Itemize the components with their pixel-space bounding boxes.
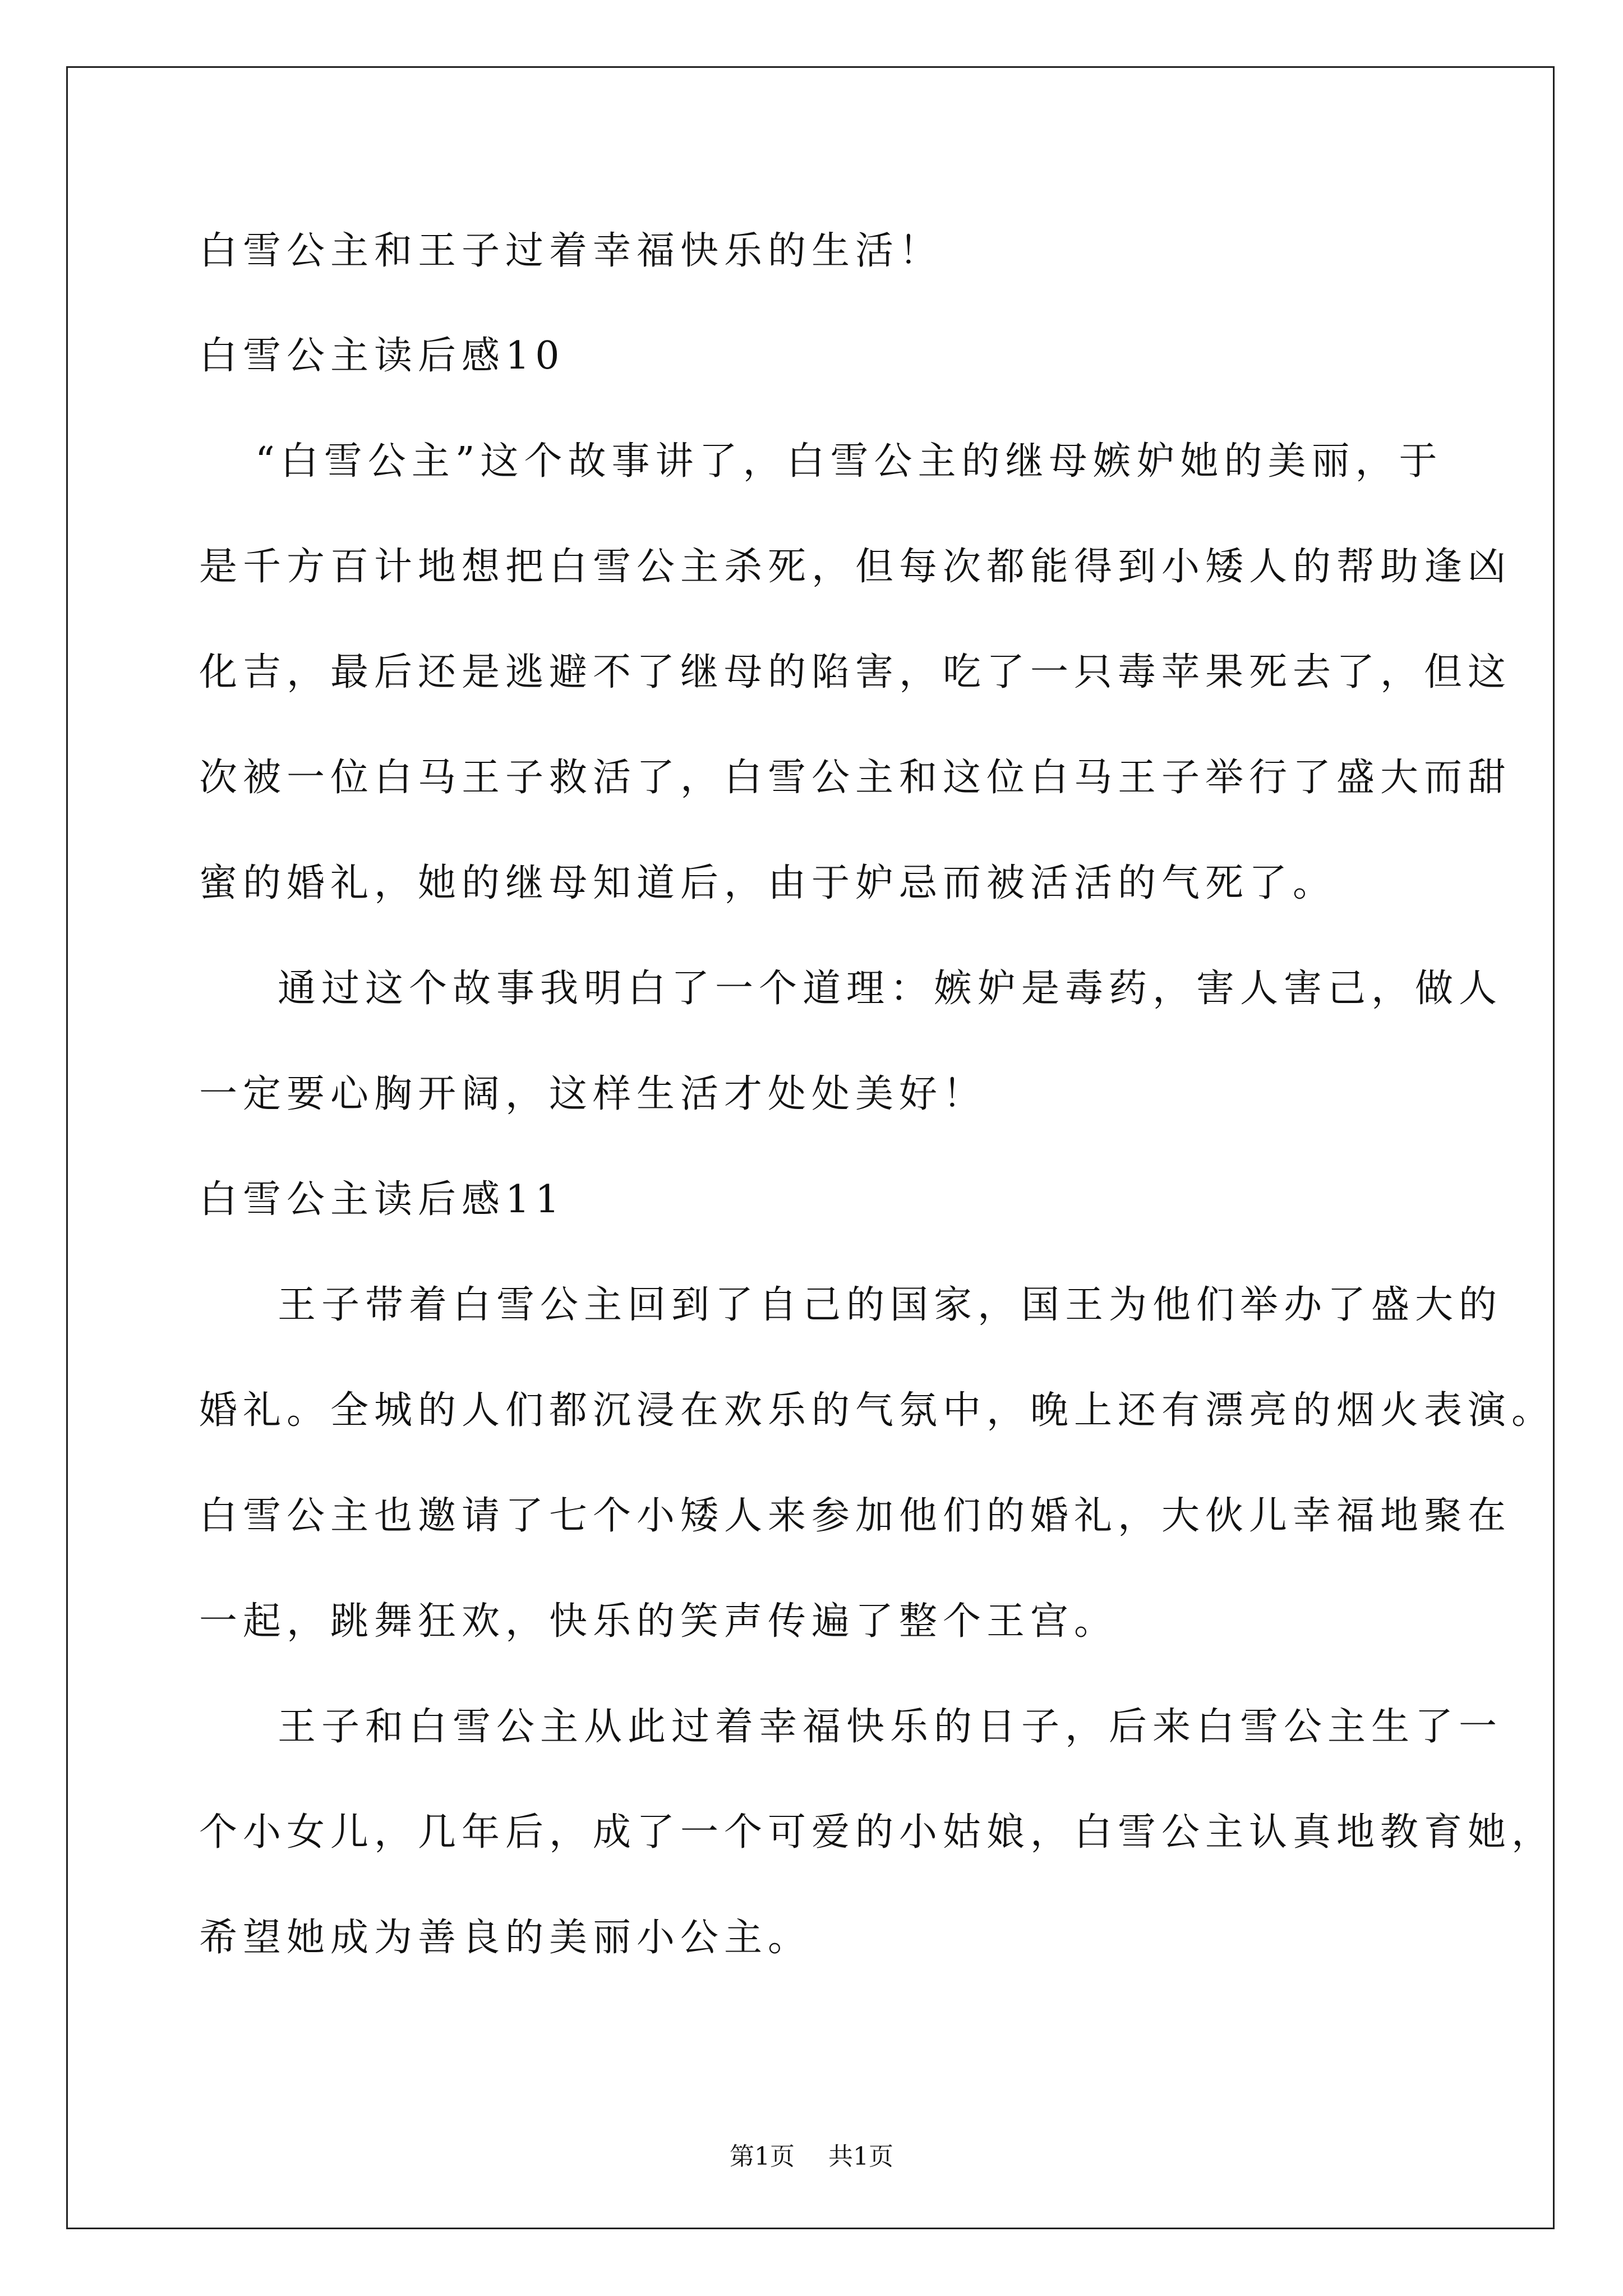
section-heading: 白雪公主读后感11 bbox=[199, 1177, 565, 1222]
paragraph-line: 化吉，最后还是逃避不了继母的陷害，吃了一只毒苹果死去了，但这 bbox=[199, 650, 1512, 694]
page-border bbox=[66, 66, 1555, 2229]
paragraph-line: 白雪公主和王子过着幸福快乐的生活！ bbox=[199, 229, 943, 273]
paragraph-line: 蜜的婚礼，她的继母知道后，由于妒忌而被活活的气死了。 bbox=[199, 861, 1337, 905]
page-number: 第1页 bbox=[730, 2142, 795, 2171]
paragraph-line: 王子和白雪公主从此过着幸福快乐的日子，后来白雪公主生了一 bbox=[278, 1705, 1503, 1749]
paragraph-line: 通过这个故事我明白了一个道理：嫉妒是毒药，害人害己，做人 bbox=[278, 967, 1503, 1011]
paragraph-line: “白雪公主”这个故事讲了，白雪公主的继母嫉妒她的美丽，于 bbox=[255, 439, 1443, 484]
page-total: 共1页 bbox=[828, 2142, 893, 2171]
paragraph-line: 王子带着白雪公主回到了自己的国家，国王为他们举办了盛大的 bbox=[278, 1283, 1503, 1327]
section-heading: 白雪公主读后感10 bbox=[199, 334, 565, 378]
paragraph-line: 次被一位白马王子救活了，白雪公主和这位白马王子举行了盛大而甜 bbox=[199, 756, 1512, 800]
paragraph-line: 是千方百计地想把白雪公主杀死，但每次都能得到小矮人的帮助逢凶 bbox=[199, 545, 1512, 589]
paragraph-line: 婚礼。全城的人们都沉浸在欢乐的气氛中，晚上还有漂亮的烟火表演。 bbox=[199, 1388, 1556, 1433]
paragraph-line: 一定要心胸开阔，这样生活才处处美好！ bbox=[199, 1072, 987, 1116]
paragraph-line: 一起，跳舞狂欢，快乐的笑声传遍了整个王宫。 bbox=[199, 1599, 1118, 1644]
paragraph-line: 个小女儿，几年后，成了一个可爱的小姑娘，白雪公主认真地教育她， bbox=[199, 1810, 1556, 1855]
paragraph-line: 希望她成为善良的美丽小公主。 bbox=[199, 1916, 812, 1960]
page-footer bbox=[0, 2140, 1623, 2174]
paragraph-line: 白雪公主也邀请了七个小矮人来参加他们的婚礼，大伙儿幸福地聚在 bbox=[199, 1494, 1512, 1538]
